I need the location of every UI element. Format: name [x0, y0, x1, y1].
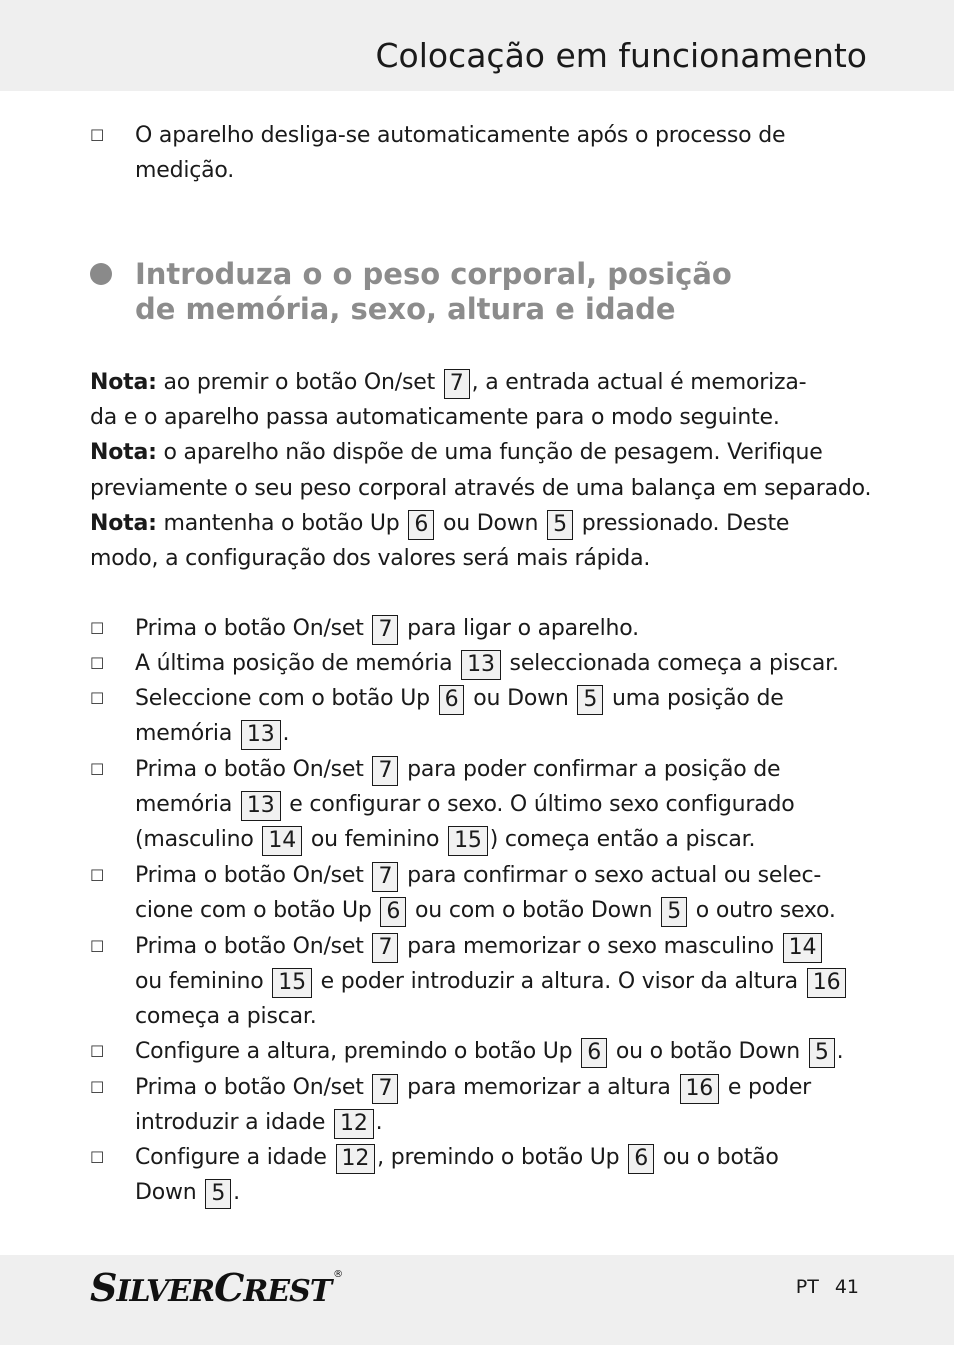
ref-number: 13	[461, 650, 501, 680]
ref-number: 5	[661, 897, 687, 927]
ref-number: 6	[628, 1144, 654, 1174]
ref-number: 12	[336, 1144, 376, 1174]
ref-number: 12	[334, 1109, 374, 1139]
checkbox-bullet-icon: ☐	[90, 1148, 105, 1167]
ref-number: 7	[372, 1074, 398, 1104]
note-3: Nota: mantenha o botão Up 6 ou Down 5 pressionado. Deste	[90, 506, 870, 541]
ref-number: 16	[807, 968, 847, 998]
checkbox-bullet-icon: ☐	[90, 760, 105, 779]
page-header	[0, 0, 954, 91]
checkbox-bullet-icon: ☐	[90, 866, 105, 885]
checkbox-bullet-icon: ☐	[90, 937, 105, 956]
bullet-dot-icon	[90, 263, 112, 285]
checkbox-bullet-icon: ☐	[90, 1078, 105, 1097]
ref-number: 13	[241, 791, 281, 821]
ref-number: 6	[408, 510, 434, 540]
brand-logo: SILVERCREST ®	[90, 1265, 343, 1310]
ref-number: 13	[241, 720, 281, 750]
ref-number: 6	[380, 897, 406, 927]
ref-number: 7	[372, 862, 398, 892]
page-number: 41	[834, 1276, 859, 1298]
ref-number: 14	[262, 826, 302, 856]
checkbox-bullet-icon: ☐	[90, 126, 105, 145]
ref-number: 5	[547, 510, 573, 540]
ref-number: 14	[783, 933, 823, 963]
language-code: PT	[795, 1276, 819, 1298]
ref-number: 5	[205, 1179, 231, 1209]
checkbox-bullet-icon: ☐	[90, 654, 105, 673]
ref-number: 16	[680, 1074, 720, 1104]
note-2: Nota: o aparelho não dispõe de uma função de pesagem. Verifique	[90, 440, 823, 466]
page-title: Colocação em funcionamento	[375, 36, 867, 75]
ref-number: 5	[809, 1038, 835, 1068]
notes-block: Nota: ao premir o botão On/set 7 , a entrada actual é memoriza- da e o aparelho passa automaticamente para o modo seguinte. Nota: o aparelho não dispõe de uma função de pesagem. Verifique previamente o seu peso corporal através de uma balança em separado. Nota: mantenha o botão Up 6 ou Down 5 pressionado. Deste modo, a configuração dos valores será mais rápida.	[90, 365, 870, 576]
checkbox-bullet-icon: ☐	[90, 689, 105, 708]
ref-number: 6	[581, 1038, 607, 1068]
ref-number: 7	[372, 615, 398, 645]
note-1: Nota: ao premir o botão On/set 7 , a entrada actual é memoriza-	[90, 365, 870, 400]
ref-number: 7	[372, 933, 398, 963]
ref-number: 5	[577, 685, 603, 715]
checkbox-bullet-icon: ☐	[90, 1042, 105, 1061]
page-info	[796, 1276, 859, 1298]
ref-number: 7	[372, 756, 398, 786]
ref-number: 15	[448, 826, 488, 856]
ref-number: 7	[444, 369, 470, 399]
ref-number: 6	[439, 685, 465, 715]
checkbox-bullet-icon: ☐	[90, 619, 105, 638]
ref-number: 15	[272, 968, 312, 998]
